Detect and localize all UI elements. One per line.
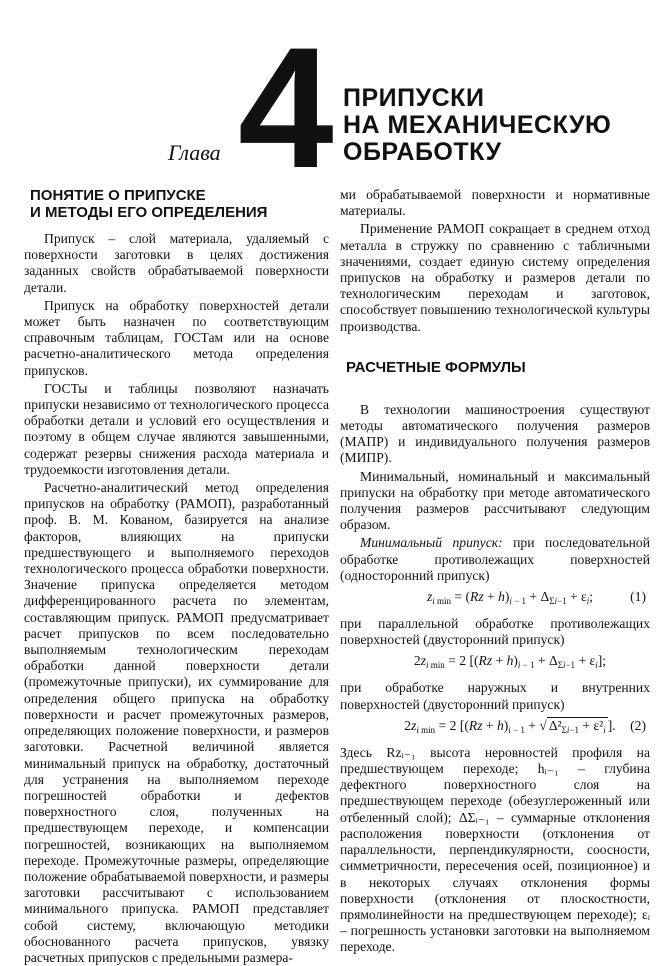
paragraph-minmax: Минимальный, номинальный и максимальный припуски на обработку при методе автоматического получения размеров рассчитывают следующим образом. xyxy=(340,468,650,533)
paragraph-continued: ми обрабатываемой поверхности и нормативные материалы. xyxy=(340,187,650,219)
chapter-word: Глава xyxy=(168,140,221,165)
paragraph-explanation: Здесь Rzᵢ₋₁ высота неровностей профиля на предшествующем переходе; hᵢ₋₁ – глубина дефектного поверхностного слоя на предшествующем переходе (обезуглероженный или отбеленный слой); ΔΣᵢ₋₁ – суммарные отклонения расположения поверхности (отклонения от параллельности, перпендикулярности, соосности, симметричности, пересечения осей, позиционное) и в некоторых случаях отклонения формы поверхности (отклонения от плоскостности, прямолинейности на предшествующем переходе); εᵢ – погрешность установки заготовки на выполняемом переходе. xyxy=(340,744,650,955)
chapter-title-line-2: НА МЕХАНИЧЕСКУЮ xyxy=(343,111,612,139)
formula-parallel xyxy=(340,653,650,675)
formula-1-number: (1) xyxy=(630,589,646,605)
paragraph-outer-inner: при обработке наружных и внутренних поверхностей (двусторонний припуск) xyxy=(340,680,650,712)
chapter-number: 4 xyxy=(238,12,334,204)
paragraph-assignment: Припуск на обработку поверхностей детали может быть назначен по соответствующим справочным таблицам, ГОСТам или на основе расчетно-аналитического метода определения припусков. xyxy=(24,297,329,378)
formula-1-expression: $z_{i min} = (Rz + h)_{i - 1} + \Delta_{\Sigma i-1} + \varepsilon_i$; xyxy=(426,589,594,607)
chapter-title xyxy=(343,85,611,166)
paragraph-definition: Припуск – слой материала, удаляемый с поверхности заготовки в целях достижения заданных свойств обрабатываемой поверхности детали. xyxy=(24,231,329,295)
formula-2-number: (2) xyxy=(630,717,646,733)
formula-2-expression: $2z_{i min} = 2$ [$(Rz + h)_{i - 1}$ + √ $\Delta^2_{\Sigma i-1} + \varepsilon^2_i$ ]. xyxy=(404,717,616,735)
section-title-line-2: И МЕТОДЫ ЕГО ОПРЕДЕЛЕНИЯ xyxy=(30,204,268,221)
paragraph-gost: ГОСТы и таблицы позволяют назначать припуски независимо от технологического процесса обработки детали и условий его осуществления и поэтому в общем случае являются завышенными, содержат резервы снижения расхода материала и трудоемкости изготовления детали. xyxy=(24,380,329,477)
section-title-line-1: ПОНЯТИЕ О ПРИПУСКЕ xyxy=(30,187,206,204)
paragraph-methods: В технологии машиностроения существуют методы автоматического получения размеров (МАПР) и индивидуального получения размеров (МИПР). xyxy=(340,401,650,466)
paragraph-ramop: Расчетно-аналитический метод определения припусков на обработку (РАМОП), разработанный проф. В. М. Кованом, базируется на анализе факторов, влияющих на припуски предшествующего и выполняемого переходов технологического процесса обработки поверхности. Значение припуска определяется методом дифференцированного расчета по элементам, составляющим припуск. РАМОП предусматривает расчет припусков по всем последовательно выполняемым технологическим переходам обработки данной поверхности детали (промежуточные припуски), их суммирование для определения общего припуска на обработку поверхности и расчет промежуточных размеров, определяющих положение поверхности, и размеров заготовки. Расчетной величиной является минимальный припуск на обработку, достаточный для устранения на выполняемом переходе погрешностей обработки и дефектов поверхностного слоя, полученных на предшествующем переходе, и компенсации погрешностей, возникающих на выполняемом переходе. Промежуточные размеры, определяющие положение обрабатываемой поверхности, и размеры заготовки рассчитывают с использованием минимального припуска. РАМОП представляет собой систему, включающую методики обоснованного расчета припусков, увязку расчетных припусков с предельными размера- xyxy=(24,480,329,965)
formula-2 xyxy=(340,718,650,740)
left-column xyxy=(24,187,329,966)
formula-parallel-expression: $2z_{i min} = 2$ $[(Rz + h)_{i - 1} + \Delta_{\Sigma i-1} + \varepsilon_i]$; xyxy=(413,653,607,671)
paragraph-parallel: при параллельной обработке противолежащих поверхностей (двусторонний припуск) xyxy=(340,616,650,648)
min-allowance-label: Минимальный припуск: xyxy=(360,535,503,551)
paragraph-min-allowance xyxy=(340,535,650,584)
chapter-title-line-1: ПРИПУСКИ xyxy=(343,84,485,112)
section-title-formulas: РАСЧЕТНЫЕ ФОРМУЛЫ xyxy=(346,358,526,376)
paragraph-ramop-benefits: Применение РАМОП сокращает в среднем отход металла в стружку по сравнению с табличными значениями, создает единую систему определения припусков на обработку и размеров детали по технологическим переходам и заготовок, способствует повышению технологической культуры производства. xyxy=(340,221,650,334)
min-allowance-text: при последовательной обработке противолежащих поверхностей (односторонний припуск) xyxy=(340,535,650,583)
right-column xyxy=(340,187,650,956)
section-title-allowance xyxy=(30,187,329,221)
formula-1 xyxy=(340,589,650,611)
chapter-title-line-3: ОБРАБОТКУ xyxy=(343,138,502,166)
